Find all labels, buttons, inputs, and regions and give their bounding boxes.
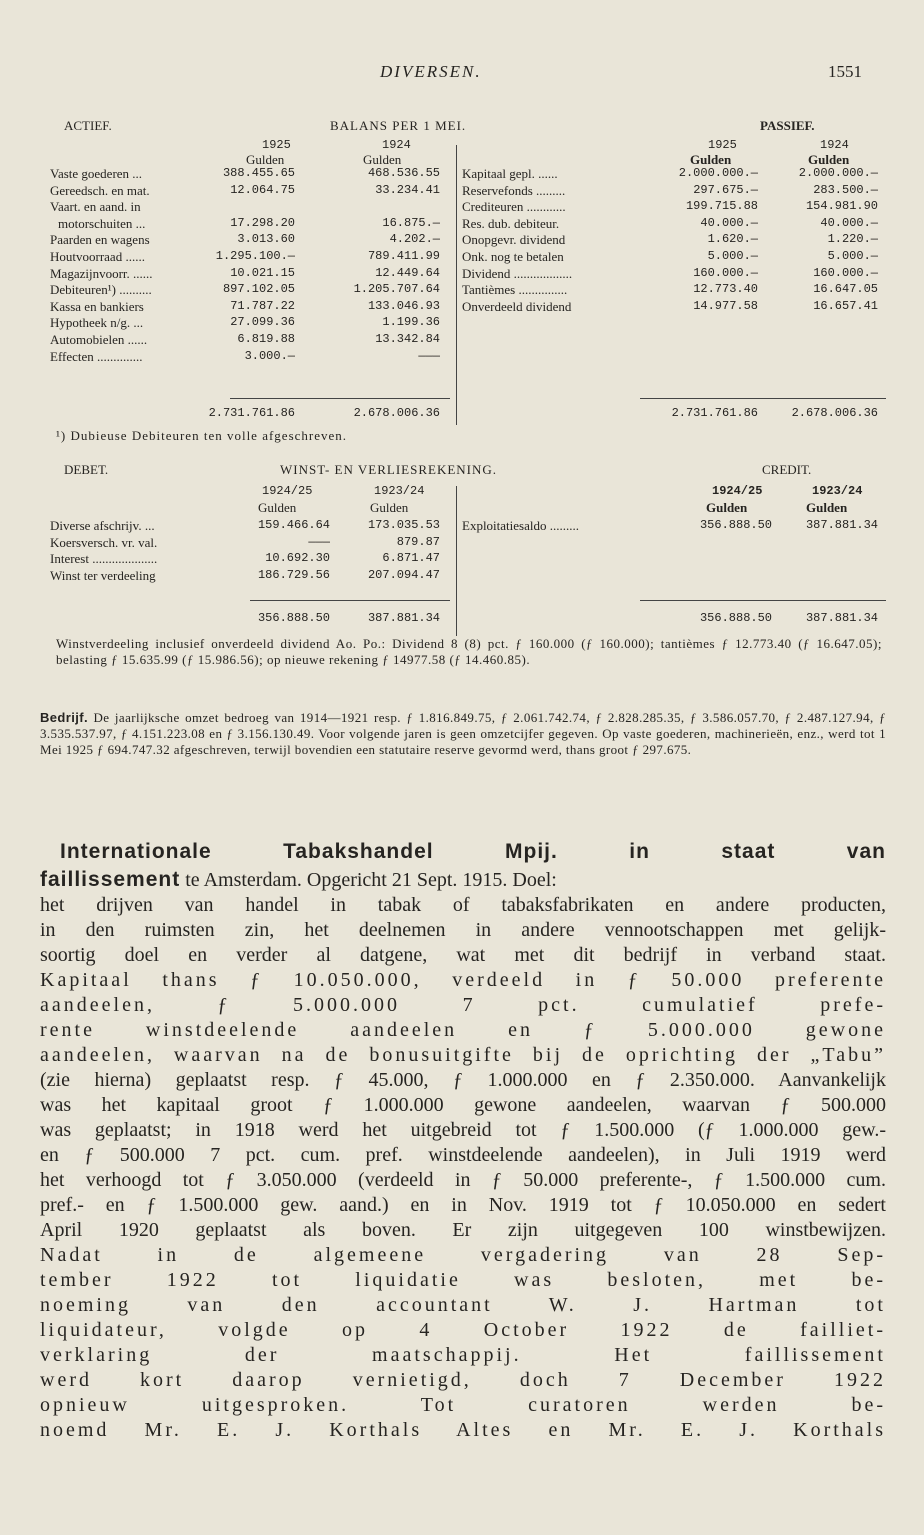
winst-year-b-header: 1923/24 bbox=[374, 484, 425, 498]
actief-row-value-a: 897.102.05 bbox=[222, 282, 295, 297]
debet-total-b: 387.881.34 bbox=[367, 611, 440, 625]
debet-row-value-b: 879.87 bbox=[396, 534, 440, 549]
passief-row-value-b: 2.000.000.— bbox=[798, 166, 878, 180]
credit-row-label: Exploitatiesaldo ......... bbox=[462, 518, 579, 533]
company-line: het drijven van handel in tabak of tabaksfabrikaten en andere producten, bbox=[40, 894, 886, 916]
credit-total-rule bbox=[640, 600, 886, 601]
debet-row-value-a: ——— bbox=[308, 534, 330, 549]
passief-unit-b-header: Gulden bbox=[808, 152, 850, 167]
company-line: tember 1922 tot liquidatie was besloten, met be- bbox=[40, 1269, 886, 1291]
actief-row-label: Vaart. en aand. in bbox=[50, 199, 141, 215]
actief-row-value-b: 16.875.— bbox=[382, 215, 440, 230]
year-a-header: 1925 bbox=[262, 138, 291, 152]
winst-divider bbox=[456, 486, 457, 636]
debet-total-a: 356.888.50 bbox=[257, 611, 330, 625]
unit-a-header: Gulden bbox=[246, 152, 285, 167]
passief-row-value-a: 160.000.— bbox=[693, 265, 758, 280]
passief-total-a: 2.731.761.86 bbox=[671, 406, 758, 420]
actief-row-value-a: 17.298.20 bbox=[230, 215, 295, 230]
actief-row-value-a: 3.000.— bbox=[244, 348, 295, 363]
year-b-header: 1924 bbox=[382, 138, 411, 152]
company-line: pref.- en ƒ 1.500.000 gew. aand.) en in Nov. 1919 tot ƒ 10.050.000 en sedert bbox=[40, 1194, 886, 1216]
passief-row-value-a: 14.977.58 bbox=[693, 298, 758, 313]
actief-row-value-b: 4.202.— bbox=[389, 232, 440, 247]
passief-row-label: Onverdeeld dividend bbox=[462, 298, 572, 314]
actief-row-value-a: 71.787.22 bbox=[230, 298, 295, 313]
credit-year-a-header: 1924/25 bbox=[712, 484, 763, 498]
actief-row-label: Paarden en wagens bbox=[50, 232, 150, 248]
passief-total-rule bbox=[640, 398, 886, 399]
actief-row-value-b: 468.536.55 bbox=[367, 166, 440, 180]
actief-row-label: Effecten .............. bbox=[50, 348, 143, 364]
actief-row-value-a: 3.013.60 bbox=[237, 232, 295, 247]
passief-row-value-b: 16.647.05 bbox=[813, 282, 878, 297]
bedrijf-paragraph bbox=[40, 710, 886, 758]
actief-row-label: Vaste goederen ... bbox=[50, 166, 143, 181]
winstverdeeling-text: Winstverdeeling inclusief onverdeeld dividend Ao. Po.: Dividend 8 (8) pct. ƒ 160.000 (ƒ 160.000); tantièmes ƒ 12.773.40 (ƒ 16.647.05); belasting ƒ 15.635.99 (ƒ 15.986.56); op nieuwe rekening ƒ 14977.58 (ƒ 14.460.85). bbox=[56, 636, 882, 667]
credit-label: CREDIT. bbox=[762, 462, 812, 477]
company-line: noemd Mr. E. J. Korthals Altes en Mr. E. J. Korthals bbox=[40, 1419, 886, 1441]
actief-row-label: Automobielen ...... bbox=[50, 332, 148, 347]
actief-row-value-a: 388.455.65 bbox=[222, 166, 295, 180]
passief-row-value-a: 5.000.— bbox=[707, 249, 758, 263]
balans-footnote: ¹) Dubieuse Debiteuren ten volle afgeschreven. bbox=[56, 428, 348, 443]
company-line: April 1920 geplaatst als boven. Er zijn uitgegeven 100 winstbewijzen. bbox=[40, 1219, 886, 1241]
passief-row-value-a: 1.620.— bbox=[707, 232, 758, 247]
company-line: Kapitaal thans ƒ 10.050.000, verdeeld in ƒ 50.000 preferente bbox=[40, 969, 886, 991]
debet-row-value-b: 207.094.47 bbox=[367, 567, 440, 582]
company-line: het verhoogd tot ƒ 3.050.000 (verdeeld in ƒ 50.000 preferente-, ƒ 1.500.000 cum. bbox=[40, 1169, 886, 1191]
passief-row-value-a: 40.000.— bbox=[700, 215, 758, 230]
actief-row-value-b: 13.342.84 bbox=[375, 332, 440, 346]
passief-row-value-b: 160.000.— bbox=[813, 265, 878, 280]
actief-row-value-a: 6.819.88 bbox=[237, 332, 295, 346]
company-line: was geplaatst; in 1918 werd het uitgebreid tot ƒ 1.500.000 (ƒ 1.000.000 gew.- bbox=[40, 1119, 886, 1141]
passief-total-b: 2.678.006.36 bbox=[791, 406, 878, 420]
passief-row-label: Tantièmes ............... bbox=[462, 282, 568, 298]
page-number: 1551 bbox=[828, 62, 862, 81]
actief-row-label: Gereedsch. en mat. bbox=[50, 182, 150, 198]
bedrijf-text: De jaarlijksche omzet bedroeg van 1914—1921 resp. ƒ 1.816.849.75, ƒ 2.061.742.74, ƒ 2.828.285.35, ƒ 3.586.057.70, ƒ 2.487.127.94, ƒ 3.535.537.97, ƒ 4.151.223.08 en ƒ 3.156.130.49. Voor volgende jaren is geen omzetcijfer gegeven. Op vaste goederen, machinerieën, enz., werd tot 1 Mei 1925 ƒ 694.747.32 afgeschreven, terwijl bovendien een statutaire reserve gevormd werd, thans groot ƒ 297.675. bbox=[40, 710, 886, 757]
debet-total-rule bbox=[250, 600, 450, 601]
passief-row-label: Onopgevr. dividend bbox=[462, 232, 566, 248]
debet-row-label: Diverse afschrijv. ... bbox=[50, 518, 155, 533]
actief-row-value-b: 789.411.99 bbox=[367, 249, 440, 263]
company-heading: Internationale Tabakshandel Mpij. in staat van bbox=[60, 840, 886, 863]
debet-row-label: Koersversch. vr. val. bbox=[50, 534, 158, 550]
debet-row-label: Interest .................... bbox=[50, 551, 158, 567]
passief-row-label: Dividend .................. bbox=[462, 265, 573, 281]
company-line: werd kort daarop vernietigd, doch 7 December 1922 bbox=[40, 1369, 886, 1391]
credit-unit-a-header: Gulden bbox=[706, 500, 748, 515]
company-line: en ƒ 500.000 7 pct. cum. pref. winstdeelende aandeelen), in Juli 1919 werd bbox=[40, 1144, 886, 1166]
company-line: opnieuw uitgesproken. Tot curatoren werden be- bbox=[40, 1394, 886, 1416]
unit-b-header: Gulden bbox=[363, 152, 402, 167]
company-description bbox=[40, 867, 886, 1443]
actief-total-rule bbox=[230, 398, 450, 399]
actief-row-value-a: 27.099.36 bbox=[230, 315, 295, 330]
passief-row-value-b: 5.000.— bbox=[827, 249, 878, 263]
company-name-faillissement: faillissement bbox=[40, 868, 181, 891]
actief-row-value-b: 133.046.93 bbox=[367, 298, 440, 313]
passief-year-a-header: 1925 bbox=[708, 138, 737, 152]
company-line: (zie hierna) geplaatst resp. ƒ 45.000, ƒ 1.000.000 en ƒ 2.350.000. Aanvankelijk bbox=[40, 1069, 886, 1091]
debet-row-value-b: 173.035.53 bbox=[367, 518, 440, 532]
actief-row-value-b: ——— bbox=[418, 348, 440, 363]
passief-year-b-header: 1924 bbox=[820, 138, 849, 152]
actief-total-b: 2.678.006.36 bbox=[353, 406, 440, 420]
credit-row-value-b: 387.881.34 bbox=[805, 518, 878, 532]
company-line: in den ruimsten zin, het deelnemen in andere vennootschappen met gelijk- bbox=[40, 919, 886, 941]
actief-row-label: Hypotheek n/g. ... bbox=[50, 315, 144, 331]
debet-label: DEBET. bbox=[64, 462, 109, 477]
passief-row-value-b: 40.000.— bbox=[820, 215, 878, 230]
balans-divider bbox=[456, 145, 457, 425]
company-line-0: te Amsterdam. Opgericht 21 Sept. 1915. Doel: bbox=[180, 869, 557, 891]
balans-title: BALANS PER 1 MEI. bbox=[330, 118, 467, 133]
passief-row-value-b: 283.500.— bbox=[813, 182, 878, 197]
bedrijf-label: Bedrijf. bbox=[40, 710, 88, 725]
passief-unit-a-header: Gulden bbox=[690, 152, 732, 167]
section-title: DIVERSEN. bbox=[380, 62, 482, 81]
passief-row-value-a: 297.675.— bbox=[693, 182, 758, 197]
passief-label: PASSIEF. bbox=[760, 118, 815, 133]
actief-row-value-b: 1.199.36 bbox=[382, 315, 440, 330]
company-line: was het kapitaal groot ƒ 1.000.000 gewone aandeelen, waarvan ƒ 500.000 bbox=[40, 1094, 886, 1116]
credit-row-value-a: 356.888.50 bbox=[699, 518, 772, 532]
credit-total-b: 387.881.34 bbox=[805, 611, 878, 625]
passief-row-label: Onk. nog te betalen bbox=[462, 249, 564, 264]
credit-total-a: 356.888.50 bbox=[699, 611, 772, 625]
company-line: soortig doel en verder al datgene, wat met dit bedrijf in verband staat. bbox=[40, 944, 886, 966]
debet-row-value-a: 159.466.64 bbox=[257, 518, 330, 532]
winst-unit-b-header: Gulden bbox=[370, 500, 409, 515]
passief-row-value-b: 154.981.90 bbox=[805, 199, 878, 214]
actief-row-value-a: 12.064.75 bbox=[230, 182, 295, 197]
actief-row-value-b: 12.449.64 bbox=[375, 265, 440, 280]
winst-unit-a-header: Gulden bbox=[258, 500, 297, 515]
debet-row-label: Winst ter verdeeling bbox=[50, 567, 156, 583]
company-line: rente winstdeelende aandeelen en ƒ 5.000.000 gewone bbox=[40, 1019, 886, 1041]
winst-title: WINST- EN VERLIESREKENING. bbox=[280, 462, 498, 477]
company-line: aandeelen, ƒ 5.000.000 7 pct. cumulatief prefe- bbox=[40, 994, 886, 1016]
actief-row-value-a: 1.295.100.— bbox=[215, 249, 295, 263]
company-line: Nadat in de algemeene vergadering van 28 Sep- bbox=[40, 1244, 886, 1266]
passief-row-label: Kapitaal gepl. ...... bbox=[462, 166, 558, 181]
passief-row-value-a: 199.715.88 bbox=[685, 199, 758, 214]
passief-row-label: Crediteuren ............ bbox=[462, 199, 566, 215]
credit-year-b-header: 1923/24 bbox=[812, 484, 863, 498]
actief-row-value-a: 10.021.15 bbox=[230, 265, 295, 280]
passief-row-label: Res. dub. debiteur. bbox=[462, 215, 560, 231]
actief-row-label: Magazijnvoorr. ...... bbox=[50, 265, 153, 281]
company-line: noeming van den accountant W. J. Hartman tot bbox=[40, 1294, 886, 1316]
debet-row-value-a: 186.729.56 bbox=[257, 567, 330, 582]
passief-row-value-b: 1.220.— bbox=[827, 232, 878, 247]
debet-row-value-a: 10.692.30 bbox=[265, 551, 330, 566]
actief-row-label: Kassa en bankiers bbox=[50, 298, 144, 314]
actief-row-label: Houtvoorraad ...... bbox=[50, 249, 145, 264]
winst-year-a-header: 1924/25 bbox=[262, 484, 313, 498]
actief-row-value-b: 33.234.41 bbox=[375, 182, 440, 197]
actief-total-a: 2.731.761.86 bbox=[208, 406, 295, 420]
passief-row-label: Reservefonds ......... bbox=[462, 182, 566, 198]
debet-row-value-b: 6.871.47 bbox=[382, 551, 440, 566]
credit-unit-b-header: Gulden bbox=[806, 500, 848, 515]
company-line: aandeelen, waarvan na de bonusuitgifte bij de oprichting der „Tabu” bbox=[40, 1044, 886, 1066]
company-line: verklaring der maatschappij. Het faillissement bbox=[40, 1344, 886, 1366]
actief-row-label: Debiteuren¹) .......... bbox=[50, 282, 152, 298]
actief-label: ACTIEF. bbox=[64, 118, 112, 133]
actief-row-value-b: 1.205.707.64 bbox=[353, 282, 440, 297]
passief-row-value-a: 12.773.40 bbox=[693, 282, 758, 297]
passief-row-value-b: 16.657.41 bbox=[813, 298, 878, 313]
company-line: liquidateur, volgde op 4 October 1922 de failliet- bbox=[40, 1319, 886, 1341]
actief-row-label: motorschuiten ... bbox=[58, 215, 146, 231]
company-line-first bbox=[40, 867, 886, 893]
passief-row-value-a: 2.000.000.— bbox=[678, 166, 758, 180]
